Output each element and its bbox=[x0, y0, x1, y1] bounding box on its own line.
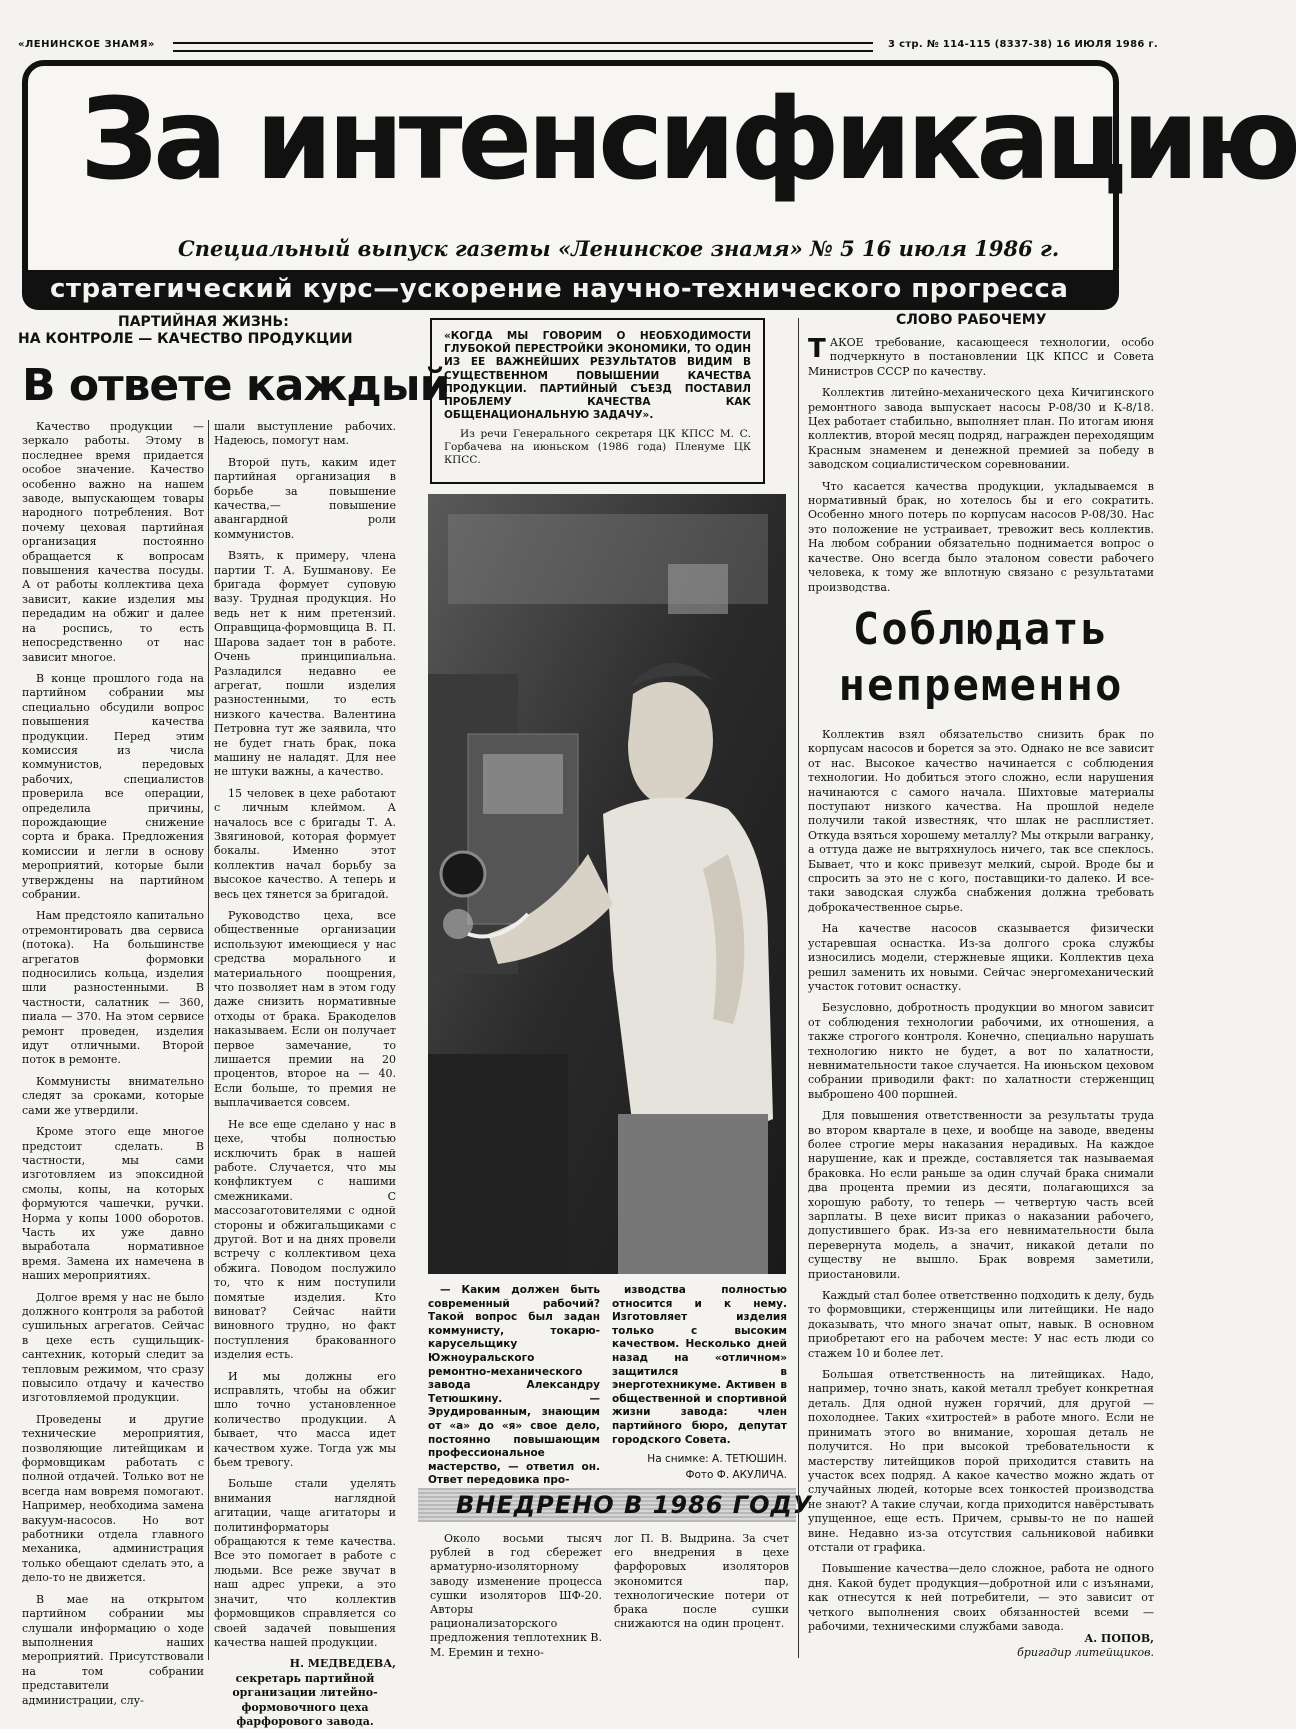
right-article-intro bbox=[808, 336, 1154, 606]
paragraph: Не все еще сделано у нас в цехе, чтобы полностью исключить брак в нашей работе. Случается, что мы конфликтуем с нашими смежниками. С массозаготовителями с одной стороны и обжигальщиками с другой. Вот и на днях провели встречу с коллективом цеха обжига. Поводом послужило то, что к ним поступили помятые изделия. Кто виноват? Сейчас найти виновного трудно, но факт поступления бракованного изделия есть. bbox=[214, 1117, 396, 1362]
paragraph: Коммунисты внимательно следят за сроками, которые сами же утвердили. bbox=[22, 1074, 204, 1117]
paragraph: Руководство цеха, все общественные организации используют имеющиеся у нас средства морального и материального поощрения, что позволяет нам в этом году даже снизить нормативные отходы от брака. Бракоделов наказываем. Если он получает первое замечание, то лишается премии на 20 процентов, второе на — 40. Если больше, то премия не выплачивается совсем. bbox=[214, 909, 396, 1110]
paragraph: Для повышения ответственности за результаты труда во втором квартале в цехе, и вообще на заводе, введены более строгие меры наказания нерадивых. На каждое нарушение, как и прежде, составляется так называемая браковка. Но если раньше за один случай брака снимали два процента премии из десяти, полагающихся за хорошую работу, то теперь — четвертую часть всей зарплаты. В цехе висит приказ о наказании рабочего, допустившего брак. Из-за его невнимательности была перевернута модель, а значит, никакой детали по существу не вышло. Брак вовремя заметили, приостановили. bbox=[808, 1109, 1154, 1281]
paragraph: Больше стали уделять внимания наглядной агитации, чаще агитаторы и политинформаторы обращаются к теме качества. Все это помогает в работе с людьми. Все реже звучат в наш адрес упреки, а это значит, что коллектив формовщиков справляется со своей задачей повышения качества нашей продукции. bbox=[214, 1477, 396, 1649]
implemented-text: лог П. В. Выдрина. За счет его внедрения в цехе фарфоровых изоляторов экономится пар, технологические потери от брака после сушки снижаются на один процент. bbox=[614, 1532, 789, 1631]
issue-line bbox=[18, 36, 1158, 56]
paragraph: Проведены и другие технические мероприятия, позволяющие литейщикам и формовщикам работать с полной отдачей. Только вот не всегда нам вовремя помогают. Например, необходима замена вакуум-насосов. Но вот работники отдела главного механика, администрация только обещают сделать это, а дело-то не движется. bbox=[22, 1412, 204, 1585]
paragraph: Второй путь, каким идет партийная организация в борьбе за повышение качества,— повышение авангардной роли коммунистов. bbox=[214, 455, 396, 541]
right-article-body bbox=[808, 728, 1154, 1633]
caption-text: изводства полностью относится и к нему. Изготовляет изделия только с высоким качеством. Несколько дней назад на «отличном» защитился в энерготехникуме. Активен в общественной и спортивной жизни завода: член партийного бюро, депутат городского Совета. bbox=[612, 1284, 787, 1446]
column-divider bbox=[208, 420, 209, 1660]
worker-photo bbox=[428, 494, 786, 1274]
photo-credit: Фото Ф. АКУЛИЧА. bbox=[685, 1468, 787, 1481]
quote-text: «КОГДА МЫ ГОВОРИМ О НЕОБХОДИМОСТИ ГЛУБОКОЙ ПЕРЕСТРОЙКИ ЭКОНОМИКИ, ТО ОДИН ИЗ ЕЕ ВАЖНЕЙШИХ РЕЗУЛЬТАТОВ ВИДИМ В СУЩЕСТВЕННОМ ПОВЫШЕНИИ КАЧЕСТВА ПРОДУКЦИИ. ПАРТИЙНЫЙ СЪЕЗД ПОСТАВИЛ ПРОБЛЕМУ КАЧЕСТВА КАК ОБЩЕНАЦИОНАЛЬНУЮ ЗАДАЧУ». bbox=[444, 330, 751, 422]
right-signature bbox=[808, 1632, 1154, 1660]
rubric-party-life: ПАРТИЙНАЯ ЖИЗНЬ: bbox=[118, 314, 289, 330]
implemented-column-2 bbox=[614, 1532, 789, 1662]
paragraph: Качество продукции — зеркало работы. Этому в последнее время придается особое значение. Качество особенно важно на нашем заводе, выпускающем товары народного потребления. Вот почему цеховая партийная организация постоянно обращается к вопросам повышения качества посуды. А от работы коллектива цеха зависит, какие изделия мы передадим на обжиг и далее на роспись, то есть непосредственно от нас зависит многое. bbox=[22, 420, 204, 664]
left-article-column-2 bbox=[214, 420, 396, 1728]
left-headline: В ответе каждый bbox=[22, 360, 450, 411]
paragraph: Большая ответственность на литейщиках. Надо, например, точно знать, какой металл требует конкретная деталь. Для одной нужен горячий, для другой — похолоднее. Таких «хитростей» в работе много. Если не принимать этого во внимание, хорошая деталь не получится. Но при высокой требовательности к мастерству литейщиков порой приходится ставить на участок всех подряд. А какое качество можно ждать от случайных людей, которые всех тонкостей производства не знают? А такие случаи, когда приходится навёрстывать упущенное, еще есть. Причем, срывы-то не по нашей вине. Недавно из-за отсутствия сальниковой набивки отстали от графика. bbox=[808, 1368, 1154, 1554]
author-role: секретарь партийной организации литейно-формовочного цеха фарфорового завода. bbox=[232, 1671, 378, 1728]
paragraph: Каждый стал более ответственно подходить к делу, будь то формовщики, стерженщицы или литейщики. Не надо доказывать, что много значат опыт, навык. В основном приобретают его на рабочем месте: У нас есть люди со стажем 10 и более лет. bbox=[808, 1289, 1155, 1360]
paragraph: Долгое время у нас не было должного контроля за работой сушильных агрегатов. Сейчас в цехе есть сущильщик-сантехник, который следит за тепловым режимом, что сразу повысило отдачу и качество изготовляемой продукции. bbox=[22, 1290, 204, 1405]
paper-name: «ЛЕНИНСКОЕ ЗНАМЯ» bbox=[18, 39, 155, 50]
paragraph: Безусловно, добротность продукции во многом зависит от соблюдения технологии рабочими, их отношения, а также строгого контроля. Конечно, специально нарушать технологию никто не будет, а вот по халатности, невнимательности такое случается. На июньском цеховом собрании приводили факт: по халатности стерженщиц выброшено 400 поршней. bbox=[808, 1001, 1154, 1101]
quote-source: Из речи Генерального секретаря ЦК КПСС М. С. Горбачева на июньском (1986 года) Пленуме ЦК КПСС. bbox=[444, 428, 751, 467]
column-divider bbox=[798, 318, 799, 1658]
paragraph: Что касается качества продукции, укладываемся в нормативный брак, но хотелось бы и его сократить. Особенно много потерь по корпусам насосов Р-08/30. Нас это положение не устраивает, тревожит весь коллектив. На любом собрании обязательно поднимается вопрос о качестве. Оно всегда было эталоном совести рабочего человека, к тому же вплотную связано с результатами производства. bbox=[808, 479, 1154, 594]
paragraph: Нам предстояло капитально отремонтировать два сервиса (потока). На большинстве агрегатов формовки подносились кольца, изделия шли разностенными. В частности, салатник — 360, пиала — 370. На этом сервисе ремонт проведен, изделия идут отличными. Второй поток в ремонте. bbox=[22, 909, 204, 1067]
photo-caption-column-2 bbox=[612, 1284, 787, 1481]
implemented-heading: ВНЕДРЕНО В 1986 ГОДУ bbox=[456, 1491, 813, 1519]
left-article-column-1 bbox=[22, 420, 204, 1707]
author-name: Н. МЕДВЕДЕВА, bbox=[289, 1657, 396, 1671]
paragraph: В конце прошлого года на партийном собрании мы специально обсудили вопрос повышения качества продукции. Перед этим комиссия из числа коммунистов, передовых рабочих, специалистов проверила все операции, определила причины, порождающие снижение сорта и брака. Предложения комиссии и легли в основу мероприятий, которые были утверждены на партийном собрании. bbox=[22, 671, 204, 901]
implemented-heading-band bbox=[418, 1488, 813, 1522]
masthead bbox=[22, 60, 1296, 290]
drop-cap: Т bbox=[808, 334, 826, 364]
issue-info: 3 стр. № 114-115 (8337-38) 16 ИЮЛЯ 1986 г. bbox=[888, 39, 1158, 50]
intro-paragraph bbox=[808, 336, 1154, 379]
implemented-text: Около восьми тысяч рублей в год сбережет арматурно-изоляторному заводу изменение процесса сушки изоляторов ШФ-20. Авторы рационализаторского предложения теплотехник В. М. Еремин и техно- bbox=[430, 1532, 602, 1659]
paragraph: На качестве насосов сказывается физически устаревшая оснастка. Из-за долгого срока службы износились модели, стержневые ящики. Коллектив цеха решил заменить их новыми. Сейчас энергомеханический участок готовит оснастку. bbox=[808, 922, 1154, 993]
author-name: А. ПОПОВ, bbox=[1084, 1632, 1154, 1645]
intro-text: АКОЕ требование, касающееся технологии, особо подчеркнуто в постановлении ЦК КПСС и Совета Министров СССР по качеству. bbox=[808, 336, 1154, 378]
masthead-slogan: стратегический курс—ускорение научно-технического прогресса bbox=[50, 274, 1069, 304]
quote-box bbox=[430, 318, 765, 484]
top-double-rule bbox=[173, 42, 873, 52]
paragraph: шали выступление рабочих. Надеюсь, помогут нам. bbox=[214, 420, 396, 448]
paragraph: Кроме этого еще многое предстоит сделать. В частности, мы сами изготовляем из эпоксидной смолы, копы, на которых формуются чашечки, ручки. Норма у копы 1000 оборотов. Часть их уже давно выработала нормативное время. Замена их намечена в наших мероприятиях. bbox=[22, 1125, 204, 1283]
paragraph: И мы должны его исправлять, чтобы на обжиг шло точно установленное количество продукции. А бывает, что масса идет качеством хуже. Тогда уж мы бьем тревогу. bbox=[214, 1369, 396, 1470]
photo-subject: На снимке: А. ТЕТЮШИН. bbox=[647, 1453, 787, 1466]
paragraph: Коллектив литейно-механического цеха Кичигинского ремонтного завода выпускает насосы Р-08/30 и К-8/18. Цех работает стабильно, выполняет план. По итогам июня коллектив, второй месяц подряд, награжден переходящим Красным знаменем и денежной премией за победу в заводском социалистическом соревновании. bbox=[808, 386, 1154, 472]
masthead-title: За интенсификацию bbox=[80, 73, 1296, 205]
masthead-subtitle: Специальный выпуск газеты «Ленинское знамя» № 5 16 июля 1986 г. bbox=[178, 236, 1060, 261]
paragraph: Взять, к примеру, члена партии Т. А. Бушманову. Ее бригада формует суповую вазу. Трудная продукция. Но ведь нет к ним претензий. Оправщица-формовщица В. П. Шарова задает тон в работе. Очень принципиальна. Разладился недавно ее агрегат, пошли изделия разностенными, то есть низкого качества. Валентина Петровна тут же заявила, что не будет гнать брак, пока машину не наладят. Для нее не штуки важны, а качество. bbox=[214, 549, 396, 779]
right-rubric: СЛОВО РАБОЧЕМУ bbox=[896, 312, 1047, 328]
caption-text: — Каким должен быть современный рабочий? Такой вопрос был задан коммунисту, токарю-карусельщику Южноуральского ремонтно-механического завода Александру Тетюшкину. — Эрудированным, знающим от «а» до «я» свое дело, постоянно повышающим профессиональное мастерство, — ответил он. Ответ передовика про- bbox=[428, 1284, 600, 1487]
photo-caption-column-1 bbox=[428, 1284, 600, 1487]
paragraph: Повышение качества—дело сложное, работа не одного дня. Какой будет продукция—добротной или с изъянами, как отнесутся к ней потребители, — это зависит от четкого выполнения своих обязанностей всеми — рабочими, техническими службами завода. bbox=[808, 1562, 1154, 1633]
left-rubric bbox=[18, 314, 418, 348]
paragraph: В мае на открытом партийном собрании мы слушали информацию о ходе выполнения наших мероприятий. Присутствовали на том собрании представители администрации, слу- bbox=[22, 1592, 204, 1707]
masthead-slogan-band bbox=[22, 270, 1119, 310]
implemented-column-1 bbox=[430, 1532, 602, 1662]
paragraph: Коллектив взял обязательство снизить брак по корпусам насосов и борется за это. Однако не все зависит от нас. Высокое качество начинается с соблюдения технологии. Но добиться этого сложно, если нарушения начинаются с самого начала. Шихтовые материалы поступают низкого качества. На прошлой неделе получили такой известняк, что шлак не расплистяет. Откуда взяться хорошему металлу? Мы открыли вагранку, а оттуда даже не вытряхнулось ничего, так все спеклось. Бывает, что и кокс привезут мелкий, сырой. Вроде бы и спросить за это не с кого, поставщики-то далеко. И все-таки заводская служба снабжения должна требовать доброкачественное сырье. bbox=[808, 728, 1154, 914]
author-role: бригадир литейщиков. bbox=[1017, 1646, 1154, 1659]
right-headline: Соблюдать непременно bbox=[838, 604, 1124, 711]
paragraph: 15 человек в цехе работают с личным клеймом. А началось все с бригады Т. А. Звягиновой, которая формует бокалы. Именно этот коллектив начал борьбу за высокое качество. А теперь и весь цех тянется за бригадой. bbox=[214, 786, 396, 901]
photo-illustration bbox=[428, 494, 786, 1274]
rubric-quality-control: НА КОНТРОЛЕ — КАЧЕСТВО ПРОДУКЦИИ bbox=[18, 331, 353, 347]
